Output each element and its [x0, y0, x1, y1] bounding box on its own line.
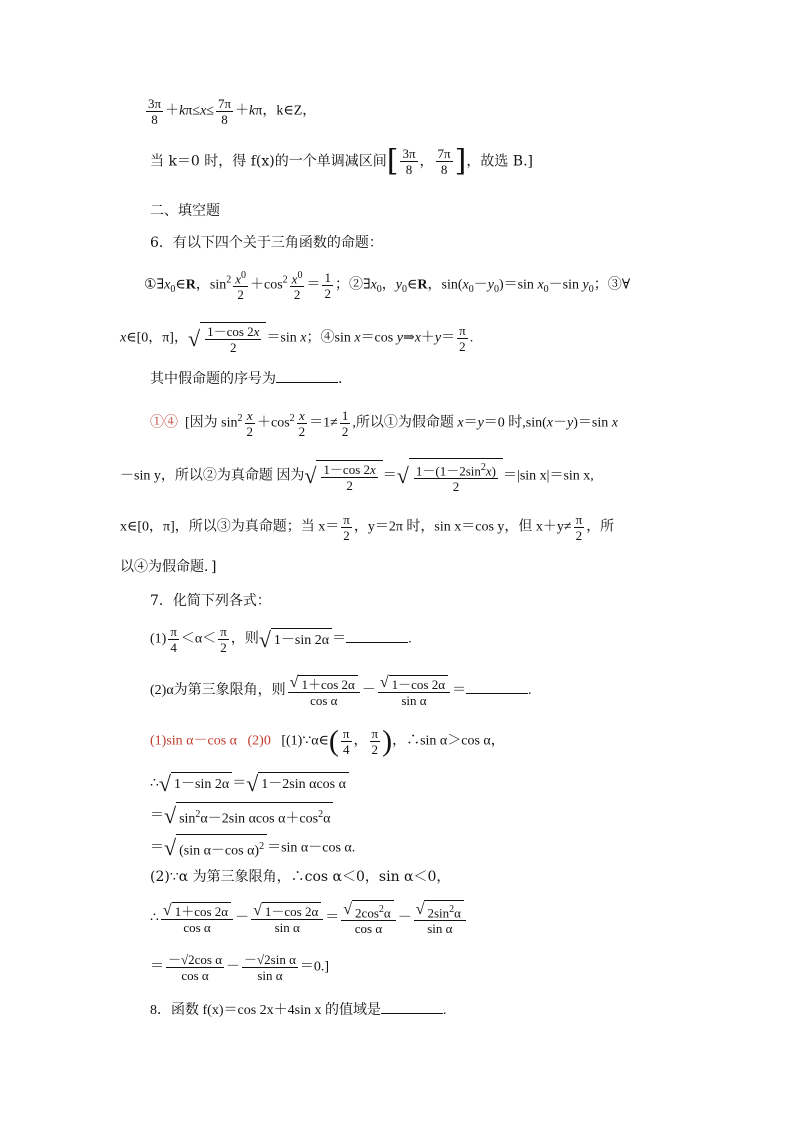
q7-sol2-intro: (2)∵α 为第三象限角，∴cos α＜0，sin α＜0，: [150, 869, 451, 885]
q6-prompt: 其中假命题的序号为 .: [150, 371, 343, 387]
q7-part2: (2)α为第三象限角，则 $\frac{√ 1+\cos 2\alpha}{\text{cos α}}$ － $\frac{√ 1-\cos 2\alpha}{\text{sin α}}$ ＝ .: [150, 674, 532, 708]
q7-sol-step3: ＝√ (sin α－cos α)$^2$ ＝sin α－cos α.: [150, 834, 355, 863]
q7-answer-line: (1)sin α－cos α (2)0 [(1)∵α∈( $\frac{\pi}{4}$ ， $\frac{\pi}{2}$ )，∴sin α＞cos α，: [150, 724, 505, 758]
section-heading: 二、填空题: [150, 203, 220, 219]
q7-stem: 7．化简下列各式：: [150, 593, 271, 609]
q6-answer-blank: [276, 370, 338, 383]
q7-sol-step1: ∴√ 1－sin 2α ＝√ 1－2sin αcos α: [150, 772, 349, 796]
q7-sol2-step2: ＝ $\frac{\text{－√2cos α}}{\text{cos α}}$ － $\frac{\text{－√2sin α}}{\text{sin α}}$ ＝0.]: [150, 952, 330, 983]
q7-blank-1: [346, 630, 408, 643]
q6-propositions-1: $①\exists x_0\in R$，$\sin^2$ $\frac{x^0}{2}$ $+\cos^2$ $\frac{x^0}{2}$ ＝ $\frac{1}{2}$ ；$②\exists x_0$，$y_0\in R$，$\sin(x_0-y_0)=\sin$ $x_0-\sin$ $y_0$；③∀: [144, 269, 631, 303]
q6-explanation-4: 以④为假命题．]: [120, 559, 217, 575]
q6-stem: 6．有以下四个关于三角函数的命题：: [150, 235, 383, 251]
q5-conclusion: 当 k＝0 时，得 f(x)的一个单调减区间[ $\frac{3\pi}{8}$ ， $\frac{7\pi}{8}$ ]，故选 B.]: [150, 143, 533, 179]
q7-answer-2: (2)0: [247, 733, 271, 749]
q6-explanation-3: x∈[0，π]，所以③为真命题；当 x＝ $\frac{\pi}{2}$ ，y＝2π 时，sin x＝cos y，但 x＋y≠ $\frac{\pi}{2}$ ，所: [120, 512, 615, 543]
q7-answer-1: (1)sin α－cos α: [150, 733, 237, 749]
q7-blank-2: [466, 681, 528, 694]
q5-inequality-line: $\frac{3\pi}{8}$ ＋kπ≤x≤ $\frac{7\pi}{8}$ ＋kπ，k∈Z，: [148, 96, 317, 127]
q6-propositions-2: x∈[0，π]，√ $\frac{1-\cos 2x}{2}$ ＝sin x；④sin x＝cos y⇒x＋y＝ $\frac{\pi}{2}$ .: [120, 323, 474, 355]
q8-stem: 8．函数 f(x)＝cos 2x＋4sin x 的值域是 .: [150, 1003, 447, 1018]
q6-explanation-1: ①④ [因为 $\sin^2$ $\frac{x}{2}$ $+\cos^2$ $\frac{x}{2}$ ＝1≠ $\frac{1}{2}$ ,所以①为假命题 x＝y＝0 时,sin(x－y)＝sin x: [150, 408, 618, 439]
q7-sol2-step1: ∴ $\frac{√ 1+\cos 2\alpha}{\text{cos α}}$ － $\frac{√ 1-\cos 2\alpha}{\text{sin α}}$ ＝ $\frac{√ 2\cos^2\alpha}{\text{cos α}}$ － $\frac{√ 2\sin^2\alpha}{\text{sin α}}$: [150, 900, 468, 936]
q8-answer-blank: [381, 1001, 443, 1014]
q7-sol-step2: ＝√ $\sin^2\alpha-2\sin$ αcos $\alpha+\cos^2\alpha$: [150, 802, 333, 831]
q6-answer: ①④: [150, 415, 178, 431]
q6-explanation-2: －sin y，所以②为真命题 因为√ $\frac{1-\cos 2x}{2}$ ＝√ $\frac{1-(1-2\sin^2x)}{2}$ ＝|sin x|＝sin x,: [120, 458, 594, 494]
q7-part1: (1) $\frac{\pi}{4}$ ＜α＜ $\frac{\pi}{2}$ ，则√ 1－sin 2α ＝ .: [150, 624, 412, 655]
